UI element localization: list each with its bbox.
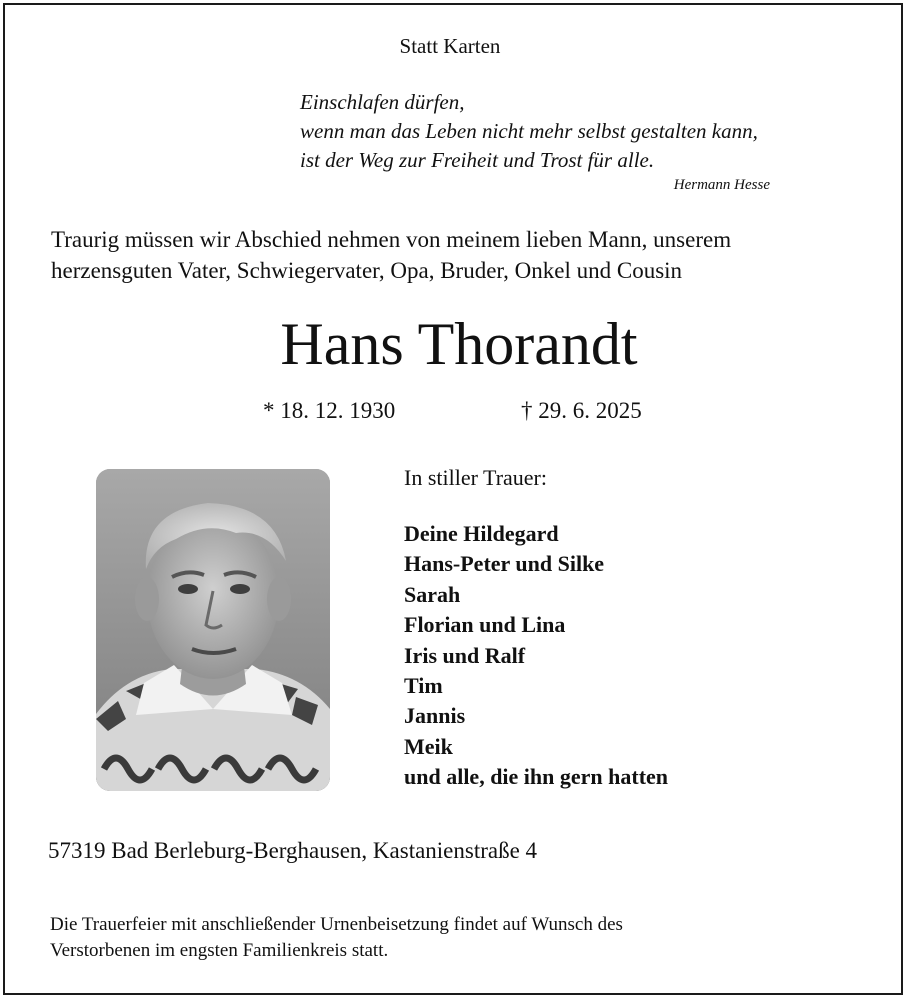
note-line: Verstorbenen im engsten Familienkreis statt. [50, 940, 389, 961]
mourner-entry: Jannis [404, 703, 466, 729]
mourner-entry: Tim [404, 673, 443, 699]
quote-line: ist der Weg zur Freiheit und Trost für alle. [300, 148, 655, 172]
quote-block [300, 88, 758, 175]
mourner-entry: und alle, die ihn gern hatten [404, 764, 669, 790]
mourner-entry: Hans-Peter und Silke [404, 551, 605, 577]
mourning-label: In stiller Trauer: [404, 465, 547, 490]
intro-text [51, 224, 731, 286]
mourners-list [404, 519, 668, 793]
death-date: † 29. 6. 2025 [521, 398, 642, 423]
mourner-entry: Florian und Lina [404, 612, 566, 638]
notice-header: Statt Karten [399, 34, 501, 58]
funeral-note [50, 912, 623, 964]
portrait-illustration [96, 469, 330, 791]
portrait-photo [96, 469, 330, 791]
mourner-entry: Meik [404, 733, 453, 759]
note-line: Die Trauerfeier mit anschließender Urnenbeisetzung findet auf Wunsch des [50, 914, 623, 935]
intro-line: herzensguten Vater, Schwiegervater, Opa, Bruder, Onkel und Cousin [51, 258, 683, 283]
mourner-entry: Sarah [404, 581, 461, 607]
deceased-name: Hans Thorandt [280, 311, 638, 377]
quote-author: Hermann Hesse [673, 177, 770, 193]
quote-line: Einschlafen dürfen, [300, 90, 465, 114]
mourner-entry: Iris und Ralf [404, 642, 526, 668]
quote-line: wenn man das Leben nicht mehr selbst gestalten kann, [300, 119, 758, 143]
intro-line: Traurig müssen wir Abschied nehmen von meinem lieben Mann, unserem [51, 227, 732, 252]
birth-date: * 18. 12. 1930 [263, 398, 396, 423]
family-address: 57319 Bad Berleburg-Berghausen, Kastanienstraße 4 [48, 838, 538, 863]
mourner-entry: Deine Hildegard [404, 521, 559, 546]
